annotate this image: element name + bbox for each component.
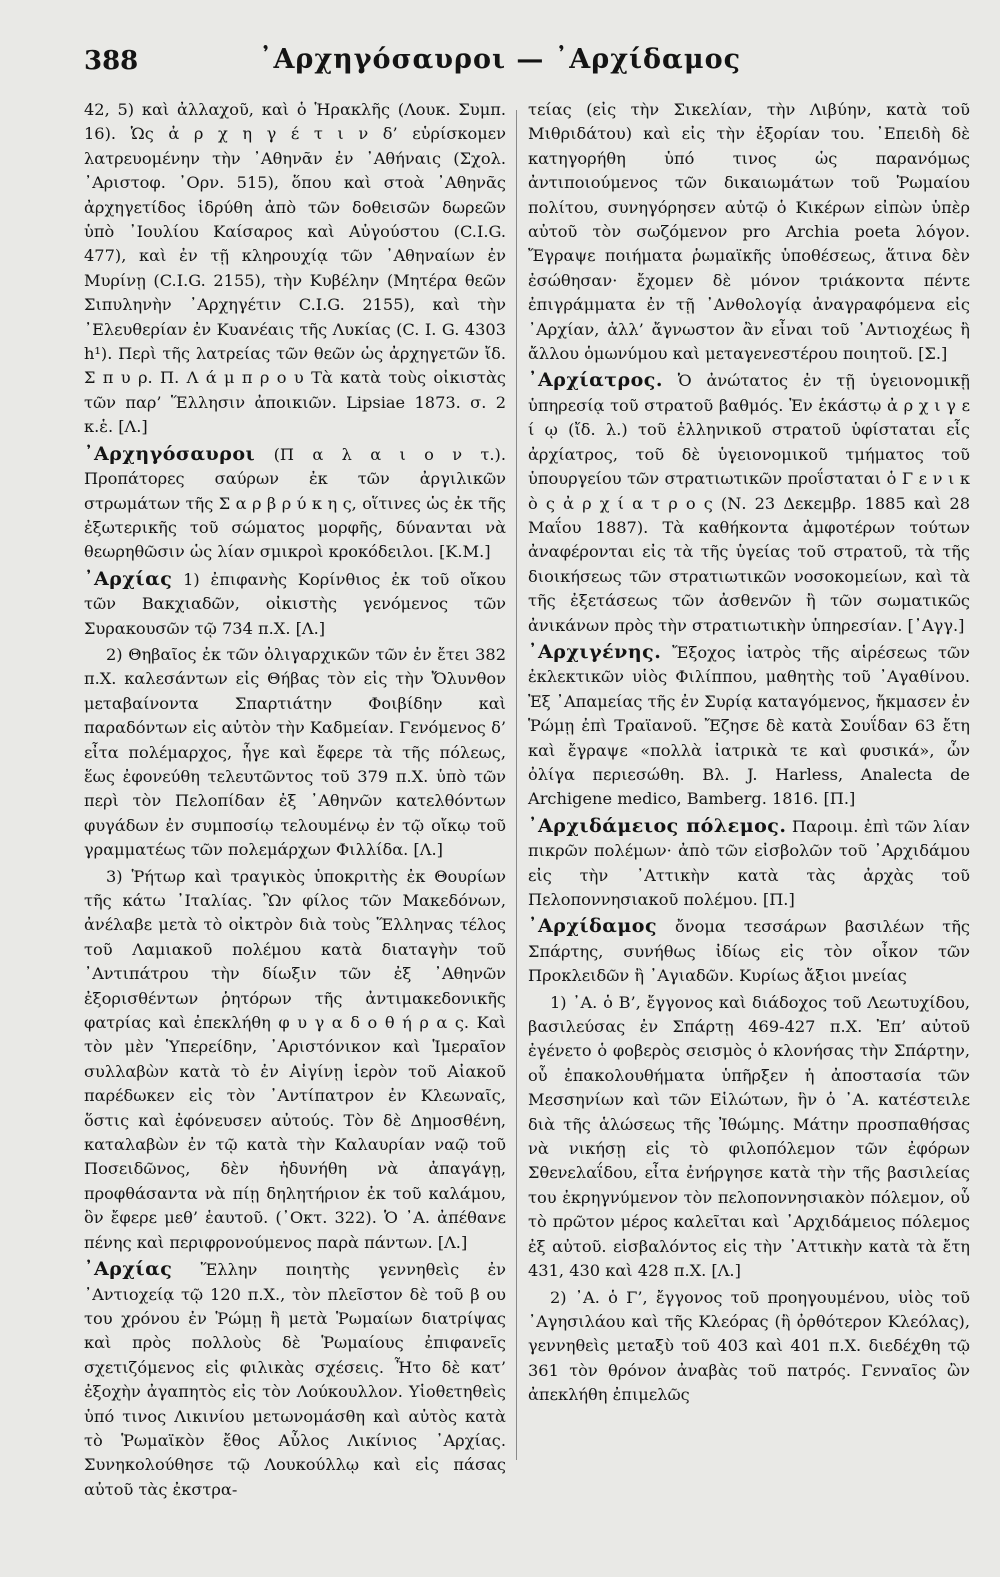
entry-text: Ὁ ἀνώτατος ἐν τῇ ὑγειονομικῇ ὑπηρεσίᾳ τοῦ στρατοῦ βαθμός. Ἐν ἑκάστῳ ἀ ρ χ ι γ ε ί ῳ (ἴδ. λ.) τοῦ ἑλληνικοῦ στρατοῦ ὑφίσταται εἷς ἀρχίατρος, τοῦ δὲ ὑγειονομικοῦ τμήματος τοῦ ὑπουργείου τῶν στρατιωτικῶν προΐσταται ὁ Γ ε ν ι κ ὸ ς ἀ ρ χ ί α τ ρ ο ς (Ν. 23 Δεκεμβρ. 1885 καὶ 28 Μαΐου 1887). Τὰ καθήκοντα ἀμφοτέρων τούτων ἀναφέρονται εἰς τὰ τῆς ὑγείας τοῦ στρατοῦ, τὰ τῆς διοικήσεως τῶν στρατιωτικῶν νοσοκομείων, καὶ τὰ τῆς ἐξετάσεως τῶν ἀσθενῶν ἢ τῶν σωματικῶς ἀνικάνων πρὸς τὴν στρατιωτικὴν ὑπηρεσίαν. [᾿Αγγ.] bbox=[528, 371, 970, 635]
entry-headword: ᾿Αρχίδαμος bbox=[528, 915, 658, 938]
entry-headword: ᾿Αρχιγένης. bbox=[528, 640, 662, 663]
entry-headword: ᾿Αρχίας bbox=[84, 1258, 173, 1281]
entry-paragraph bbox=[84, 865, 506, 1256]
running-head: ᾿Αρχηγόσαυροι — ᾿Αρχίδαμος bbox=[258, 44, 742, 75]
entry-text: Ἔξοχος ἰατρὸς τῆς αἱρέσεως τῶν ἐκλεκτικῶν υἱὸς Φιλίππου, μαθητὴς τοῦ ᾿Αγαθίνου. Ἐξ ᾿Απαμείας τῆς ἐν Συρίᾳ καταγόμενος, ἤκμασεν ἐν Ῥώμῃ ἐπὶ Τραϊανοῦ. Ἔζησε δὲ κατὰ Σουΐδαν 63 ἔτη καὶ ἔγραψε «πολλὰ ἰατρικὰ τε καὶ φυσικά», ὧν ὀλίγα περιεσώθη. Βλ. J. Harless, Analecta de Archigene medico, Bamberg. 1816. [Π.] bbox=[528, 642, 970, 809]
entry-text: 42, 5) καὶ ἀλλαχοῦ, καὶ ὁ Ἡρακλῆς (Λουκ. Συμπ. 16). Ὡς ἀ ρ χ η γ έ τ ι ν δ’ εὑρίσκομεν λατρευομένην τὴν ᾿Αθηνᾶν ἐν ᾿Αθήναις (Σχολ. ᾿Αριστοφ. ᾿Ορν. 515), ὅπου καὶ στοὰ ᾿Αθηνᾶς ἀρχηγετίδος ἱδρύθη ἀπὸ τῶν δοθεισῶν δωρεῶν ὑπὸ ᾿Ιουλίου Καίσαρος καὶ Αὐγούστου (C.I.G. 477), καὶ ἐν τῇ κληρουχίᾳ τῶν ᾿Αθηναίων ἐν Μυρίνῃ (C.I.G. 2155), τὴν Κυβέλην (Μητέρα θεῶν Σιπυληνὴν ᾿Αρχηγέτιν C.I.G. 2155), καὶ τὴν ᾿Ελευθερίαν ἐν Κυανέαις τῆς Λυκίας (C. I. G. 4303 h¹). Περὶ τῆς λατρείας τῶν θεῶν ὡς ἀρχηγετῶν ἴδ. Σ π υ ρ. Π. Λ ά μ π ρ ο υ Τὰ κατὰ τοὺς οἰκιστὰς τῶν παρ’ Ἕλλησιν ἀποικιῶν. Lipsiae 1873. σ. 2 κ.ἑ. [Λ.] bbox=[84, 100, 506, 437]
dictionary-entry bbox=[528, 814, 970, 913]
entry-text: (Π α λ α ι ο ν τ.). Προπάτορες σαύρων ἐκ τῶν ἀργιλικῶν στρωμάτων τῆς Σ α ρ β ρ ύ κ η ς, οἵτινες ὡς ἐκ τῆς ἐξωτερικῆς τοῦ σώματος μορφῆς, δύνανται νὰ θεωρηθῶσιν ὡς λίαν σμικροὶ κροκόδειλοι. [Κ.Μ.] bbox=[84, 444, 506, 562]
right-column bbox=[528, 98, 970, 1410]
entry-headword: ᾿Αρχίατρος. bbox=[528, 369, 663, 392]
dictionary-entry bbox=[528, 368, 970, 637]
entry-paragraph bbox=[528, 1286, 970, 1408]
entry-paragraph bbox=[528, 991, 970, 1284]
page-header bbox=[0, 38, 1000, 88]
entry-headword: ᾿Αρχίας bbox=[84, 567, 173, 590]
entry-text: ὄνομα τεσσάρων βασιλέων τῆς Σπάρτης, συνήθως ἰδίως εἰς τὸν οἶκον τῶν Προκλειδῶν ἢ ᾿Αγιαδῶν. Κυρίως ἄξιοι μνείας bbox=[528, 917, 970, 986]
left-column bbox=[84, 98, 506, 1504]
entry-paragraph bbox=[84, 98, 506, 440]
entry-paragraph bbox=[528, 98, 970, 366]
dictionary-entry bbox=[84, 442, 506, 565]
entry-text: 2) Θηβαῖος ἐκ τῶν ὀλιγαρχικῶν τῶν ἐν ἔτει 382 π.Χ. καλεσάντων εἰς Θήβας τὸν εἰς τὴν Ὄλυνθον μεταβαίνοντα Σπαρτιάτην Φοιβίδην καὶ παραδόντων εἰς αὐτὸν τὴν Καδμείαν. Γενόμενος δ’ εἶτα πολέμαρχος, ἦγε καὶ ἔφερε τὰ τῆς πόλεως, ἕως ἐφονεύθη τελευτῶντος τοῦ 379 π.Χ. ὑπὸ τῶν περὶ τὸν Πελοπίδαν ἐξ ᾿Αθηνῶν κατελθόντων φυγάδων ἐν συμποσίῳ τελουμένῳ ἐν τῷ οἴκῳ τοῦ γραμματέως τῶν πολεμάρχων Φιλλίδα. [Λ.] bbox=[84, 644, 506, 860]
page-number: 388 bbox=[84, 46, 139, 76]
entry-text: 1) ᾿Α. ὁ Β’, ἔγγονος καὶ διάδοχος τοῦ Λεωτυχίδου, βασιλεύσας ἐν Σπάρτῃ 469-427 π.Χ. Ἐπ’ αὐτοῦ ἐγένετο ὁ φοβερὸς σεισμὸς ὁ κλονήσας τὴν Σπάρτην, οὗ ἐπακολουθήματα ὑπῆρξεν ἡ ἀποστασία τῶν Μεσσηνίων καὶ τῶν Εἱλώτων, ἣν ὁ ᾿Α. κατέστειλε διὰ τῆς ἁλώσεως τῆς Ἰθώμης. Μάτην προσπαθήσας νὰ νικήσῃ εἰς τὸ φιλοπόλεμον τῶν ἐφόρων Σθενελαΐδου, εἶτα ἐνήργησε κατὰ τὴν τῆς βασιλείας του ἐκρηγνύμενον τὸν πελοποννησιακὸν πόλεμον, οὗ τὸ πρῶτον μέρος καλεῖται καὶ ᾿Αρχιδάμειος πόλεμος ἐξ αὐτοῦ. εἰσβαλόντος εἰς τὴν ᾿Αττικὴν κατὰ τὰ ἔτη 431, 430 καὶ 428 π.Χ. [Λ.] bbox=[528, 992, 970, 1281]
column-divider bbox=[516, 110, 517, 1460]
entry-paragraph bbox=[84, 643, 506, 863]
dictionary-entry bbox=[84, 567, 506, 641]
entry-text: Παροιμ. ἐπὶ τῶν λίαν πικρῶν πολέμων· ἀπὸ τῶν εἰσβολῶν τοῦ ᾿Αρχιδάμου εἰς τὴν ᾿Αττικὴν κατὰ τὰς ἀρχὰς τοῦ Πελοποννησιακοῦ πολέμου. [Π.] bbox=[528, 816, 970, 909]
entry-text: 3) Ῥήτωρ καὶ τραγικὸς ὑποκριτὴς ἐκ Θουρίων τῆς κάτω ᾿Ιταλίας. Ὢν φίλος τῶν Μακεδόνων, ἀνέλαβε μετὰ τὸ οἰκτρὸν διὰ τοὺς Ἕλληνας τέλος τοῦ Λαμιακοῦ πολέμου κατὰ διαταγὴν τοῦ ᾿Αντιπάτρου τὴν δίωξιν τῶν ἐξ ᾿Αθηνῶν ἐξορισθέντων ῥητόρων τῆς ἀντιμακεδονικῆς φατρίας καὶ ἐπεκλήθη φ υ γ α δ ο θ ή ρ α ς. Καὶ τὸν μὲν Ὑπερείδην, ᾿Αριστόνικον καὶ Ἱμεραῖον συλλαβὼν κατὰ τὸ ἐν Αἰγίνῃ ἱερὸν τοῦ Αἰακοῦ παρέδωκεν εἰς τὸν ᾿Αντίπατρον ἐν Κλεωναῖς, ὅστις καὶ ἐφόνευσεν αὐτούς. Τὸν δὲ Δημοσθένη, καταλαβὼν ἐν τῷ κατὰ τὴν Καλαυρίαν ναῷ τοῦ Ποσειδῶνος, δὲν ἠδυνήθη νὰ ἀπαγάγῃ, προφθάσαντα νὰ πίῃ δηλητήριον ἐκ τοῦ καλάμου, ὃν ἔφερε μεθ’ ἑαυτοῦ. (᾿Οκτ. 322). Ὁ ᾿Α. ἀπέθανε πένης καὶ περιφρονούμενος παρὰ πάντων. [Λ.] bbox=[84, 866, 506, 1252]
entry-text: 2) ᾿Α. ὁ Γ’, ἔγγονος τοῦ προηγουμένου, υἱὸς τοῦ ᾿Αγησιλάου καὶ τῆς Κλεόρας (ἢ ὀρθότερον Κλεόλας), γεννηθεὶς μεταξὺ τοῦ 403 καὶ 401 π.Χ. διεδέχθη τῷ 361 τὸν θρόνον ἀναβὰς τοῦ πατρός. Γενναῖος ὢν ἀπεκλήθη ἐπιμελῶς bbox=[528, 1287, 970, 1405]
entry-headword: ᾿Αρχηγόσαυροι bbox=[84, 442, 256, 465]
entry-text: τείας (εἰς τὴν Σικελίαν, τὴν Λιβύην, κατὰ τοῦ Μιθριδάτου) καὶ εἰς τὴν ἐξορίαν του. ᾿Επειδὴ δὲ κατηγορήθη ὑπό τινος ὡς παρανόμως ἀντιποιούμενος τῶν δικαιωμάτων τοῦ Ῥωμαίου πολίτου, συνηγόρησεν αὐτῷ ὁ Κικέρων εἰπὼν ὑπὲρ αὐτοῦ τὸν σωζόμενον pro Archia poeta λόγον. Ἔγραψε ποιήματα ῥωμαϊκῆς ὑποθέσεως, ἅτινα δὲν ἐσώθησαν· ἔχομεν δὲ μόνον τριάκοντα πέντε ἐπιγράμματα ἐν τῇ ᾿Ανθολογίᾳ ἀναγραφόμενα εἰς ᾿Αρχίαν, ἀλλ’ ἄγνωστον ἂν εἶναι τοῦ ᾿Αντιοχέως ἢ ἄλλου ὁμωνύμου καὶ μεταγενεστέρου ποιητοῦ. [Σ.] bbox=[528, 100, 970, 364]
entry-text: 1) ἐπιφανὴς Κορίνθιος ἐκ τοῦ οἴκου τῶν Βακχιαδῶν, οἰκιστὴς γενόμενος τῶν Συρακουσῶν τῷ 734 π.Χ. [Λ.] bbox=[84, 569, 506, 638]
dictionary-entry bbox=[528, 640, 970, 812]
dictionary-entry bbox=[84, 1257, 506, 1502]
entry-headword: ᾿Αρχιδάμειος πόλεμος. bbox=[528, 814, 787, 837]
dictionary-entry bbox=[528, 914, 970, 988]
entry-text: Ἕλλην ποιητὴς γεννηθεὶς ἐν ᾿Αντιοχείᾳ τῷ 120 π.Χ., τὸν πλεῖστον δὲ τοῦ β ου του χρόνου ἐν Ῥώμῃ ἢ μετὰ Ῥωμαίων διατρίψας καὶ πρὸς πολλοὺς δὲ Ῥωμαίους ἐπιφανεῖς σχετιζόμενος εἰς φιλικὰς σχέσεις. Ἦτο δὲ κατ’ ἐξοχὴν ἀγαπητὸς εἰς τὸν Λούκουλλον. Υἱοθετηθεὶς ὑπό τινος Λικινίου μετωνομάσθη καὶ αὐτὸς κατὰ τὸ Ῥωμαϊκὸν ἔθος Αὖλος Λικίνιος ᾿Αρχίας. Συνηκολούθησε τῷ Λουκούλλῳ καὶ εἰς πάσας αὐτοῦ τὰς ἐκστρα- bbox=[84, 1260, 506, 1499]
